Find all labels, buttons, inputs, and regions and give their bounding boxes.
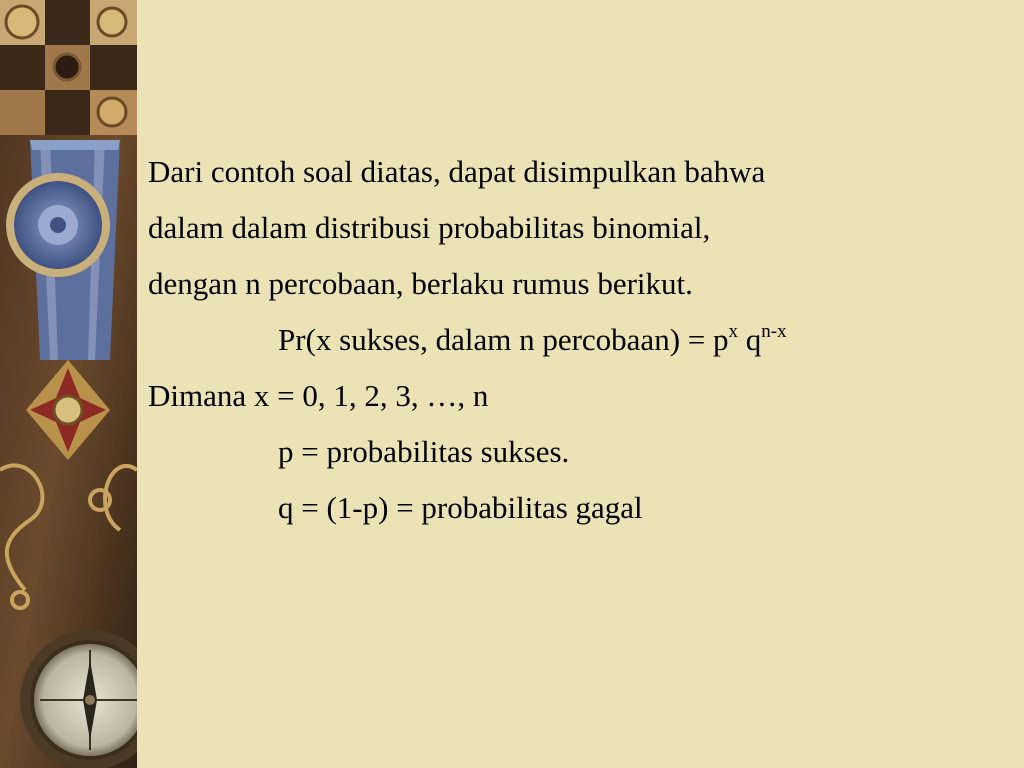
paragraph-line-2: dalam dalam distribusi probabilitas binomial,: [148, 210, 711, 245]
q-definition: q = (1-p) = probabilitas gagal: [278, 490, 643, 525]
formula-exponent-n-x: n-x: [761, 320, 787, 342]
formula-q: q: [738, 322, 762, 357]
slide-body: [148, 149, 1008, 531]
sidebar-decoration: [0, 0, 137, 768]
variable-definition: Dimana x = 0, 1, 2, 3, …, n: [148, 378, 489, 413]
paragraph-line-3: dengan n percobaan, berlaku rumus berikut.: [148, 266, 693, 301]
rosette-medal: [6, 173, 110, 277]
medals-compass-illustration: [0, 0, 137, 768]
paragraph-line-1: Dari contoh soal diatas, dapat disimpulkan bahwa: [148, 154, 766, 189]
binomial-formula: [148, 317, 1008, 363]
formula-main: Pr(x sukses, dalam n percobaan) = p: [278, 322, 729, 357]
p-definition: p = probabilitas sukses.: [278, 434, 570, 469]
checkered-board: [0, 0, 137, 135]
formula-exponent-x: x: [728, 320, 738, 342]
